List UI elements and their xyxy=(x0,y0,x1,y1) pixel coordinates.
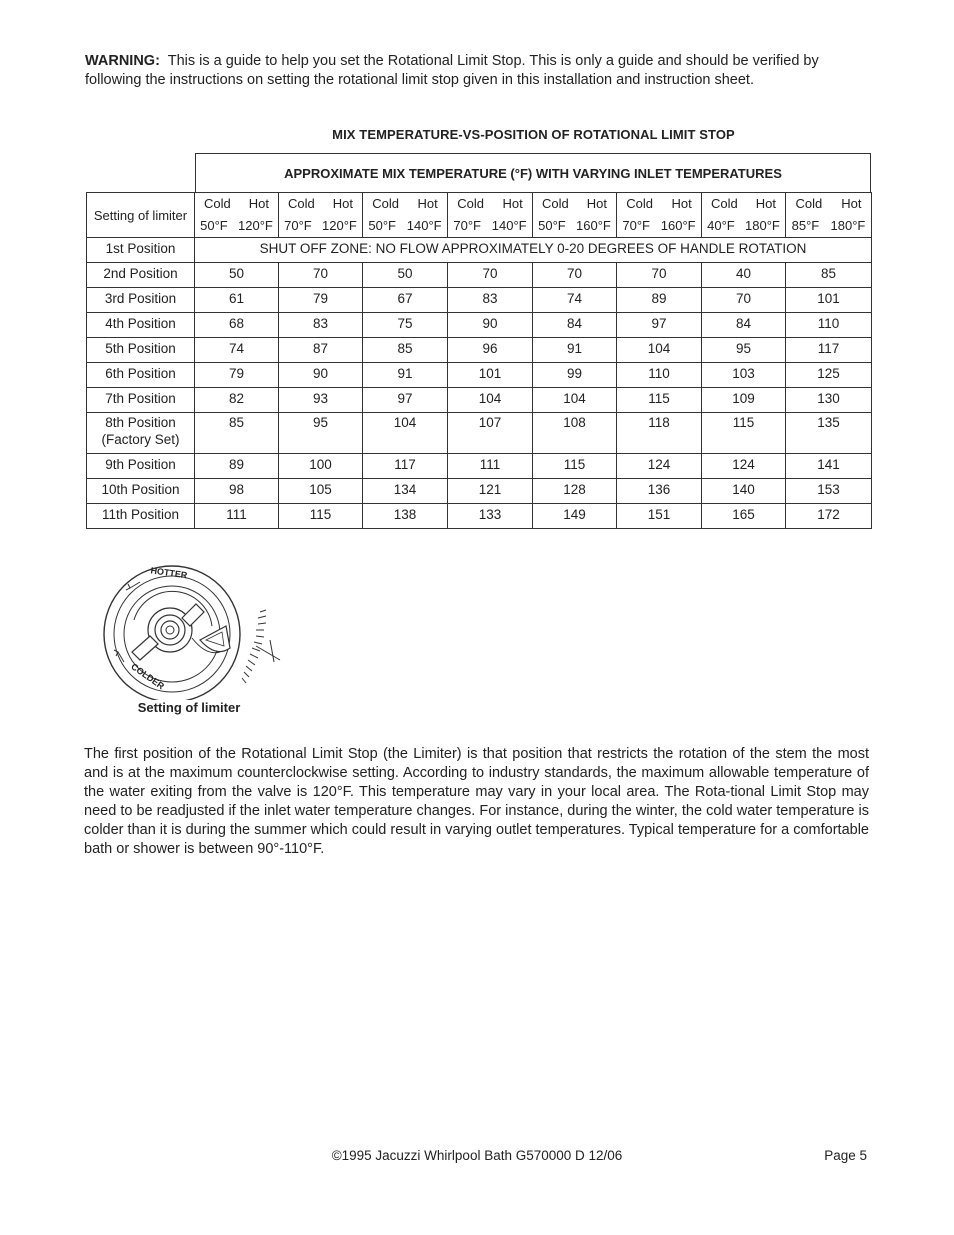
temperature-cell: 115 xyxy=(533,454,617,479)
cold-label: Cold xyxy=(542,196,569,211)
table-row xyxy=(87,238,872,263)
temperature-cell: 79 xyxy=(279,288,363,313)
temperature-cell: 109 xyxy=(702,388,786,413)
temperature-cell: 50 xyxy=(363,263,448,288)
temperature-cell: 105 xyxy=(279,479,363,504)
hot-temp: 120°F xyxy=(238,218,273,233)
temperature-cell: 104 xyxy=(363,413,448,454)
warning-label: WARNING: xyxy=(85,53,160,69)
cold-temp: 50°F xyxy=(538,218,566,233)
temperature-cell: 111 xyxy=(195,504,279,529)
footer-copyright: ©1995 Jacuzzi Whirlpool Bath G570000 D 12/06 xyxy=(331,1148,623,1163)
temperature-cell: 134 xyxy=(363,479,448,504)
hot-label: Hot xyxy=(417,196,438,211)
table-row xyxy=(87,454,872,479)
temperature-cell: 110 xyxy=(786,313,872,338)
warning-paragraph xyxy=(85,52,875,90)
hot-temp: 160°F xyxy=(576,218,611,233)
temperature-cell: 82 xyxy=(195,388,279,413)
temperature-cell: 61 xyxy=(195,288,279,313)
temperature-cell: 165 xyxy=(702,504,786,529)
hot-label: Hot xyxy=(586,196,607,211)
temperature-cell: 115 xyxy=(617,388,702,413)
temperature-cell: 100 xyxy=(279,454,363,479)
temperature-cell: 135 xyxy=(786,413,872,454)
warning-text: This is a guide to help you set the Rotational Limit Stop. This is only a guide and should be verified by following the instructions on setting the rotational limit stop given in this installation and instruction sheet. xyxy=(85,53,819,88)
hot-label: Hot xyxy=(332,196,353,211)
table-row xyxy=(87,479,872,504)
temperature-cell: 40 xyxy=(702,263,786,288)
position-label: 1st Position xyxy=(87,238,195,263)
temperature-cell: 89 xyxy=(195,454,279,479)
temperature-cell: 108 xyxy=(533,413,617,454)
position-label: 3rd Position xyxy=(87,288,195,313)
temperature-cell: 111 xyxy=(448,454,533,479)
temperature-cell: 153 xyxy=(786,479,872,504)
position-label: 10th Position xyxy=(87,479,195,504)
cold-label: Cold xyxy=(204,196,231,211)
position-label xyxy=(87,413,195,454)
colder-label: COLDER xyxy=(129,661,167,692)
position-label: 5th Position xyxy=(87,338,195,363)
cold-temp: 40°F xyxy=(707,218,735,233)
temperature-cell: 83 xyxy=(448,288,533,313)
shut-off-zone-note: SHUT OFF ZONE: NO FLOW APPROXIMATELY 0-20 DEGREES OF HANDLE ROTATION xyxy=(195,238,872,263)
cold-label: Cold xyxy=(457,196,484,211)
temperature-cell: 74 xyxy=(533,288,617,313)
cold-temp: 70°F xyxy=(622,218,650,233)
table-row xyxy=(87,338,872,363)
column-header-row xyxy=(87,193,872,238)
table-row xyxy=(87,263,872,288)
table-row xyxy=(87,363,872,388)
temperature-cell: 50 xyxy=(195,263,279,288)
position-label: 9th Position xyxy=(87,454,195,479)
cold-temp: 50°F xyxy=(200,218,228,233)
temperature-cell: 84 xyxy=(533,313,617,338)
page-number: Page 5 xyxy=(824,1148,867,1163)
hot-label: Hot xyxy=(841,196,862,211)
table-row xyxy=(87,313,872,338)
table-row xyxy=(87,288,872,313)
table-row xyxy=(87,413,872,454)
hot-temp: 120°F xyxy=(322,218,357,233)
mix-temperature-table xyxy=(86,192,872,529)
cold-label: Cold xyxy=(795,196,823,211)
hot-label: Hot xyxy=(671,196,692,211)
limiter-dial-icon xyxy=(100,560,290,700)
position-sublabel: (Factory Set) xyxy=(101,432,180,447)
temperature-cell: 104 xyxy=(448,388,533,413)
figure-caption: Setting of limiter xyxy=(137,700,241,715)
hot-temp: 180°F xyxy=(830,218,866,233)
temperature-cell: 91 xyxy=(363,363,448,388)
row-header-cell: Setting of limiter xyxy=(87,193,195,238)
temperature-cell: 85 xyxy=(786,263,872,288)
hot-label: Hot xyxy=(502,196,523,211)
temperature-cell: 117 xyxy=(786,338,872,363)
temperature-cell: 85 xyxy=(195,413,279,454)
temperature-cell: 140 xyxy=(702,479,786,504)
temperature-cell: 115 xyxy=(279,504,363,529)
temperature-cell: 98 xyxy=(195,479,279,504)
temperature-cell: 141 xyxy=(786,454,872,479)
temperature-cell: 97 xyxy=(363,388,448,413)
temperature-cell: 96 xyxy=(448,338,533,363)
temperature-cell: 67 xyxy=(363,288,448,313)
temperature-cell: 85 xyxy=(363,338,448,363)
temperature-cell: 130 xyxy=(786,388,872,413)
temperature-cell: 74 xyxy=(195,338,279,363)
temperature-cell: 172 xyxy=(786,504,872,529)
temperature-cell: 125 xyxy=(786,363,872,388)
temperature-cell: 104 xyxy=(533,388,617,413)
temperature-cell: 87 xyxy=(279,338,363,363)
inlet-column-header xyxy=(279,193,363,238)
temperature-cell: 84 xyxy=(702,313,786,338)
temperature-cell: 93 xyxy=(279,388,363,413)
temperature-cell: 90 xyxy=(448,313,533,338)
temperature-cell: 117 xyxy=(363,454,448,479)
limiter-diagram xyxy=(100,560,290,700)
position-label: 4th Position xyxy=(87,313,195,338)
temperature-cell: 90 xyxy=(279,363,363,388)
inlet-column-header xyxy=(195,193,279,238)
table-row xyxy=(87,504,872,529)
table-header: APPROXIMATE MIX TEMPERATURE (°F) WITH VARYING INLET TEMPERATURES xyxy=(195,153,871,192)
cold-label: Cold xyxy=(288,196,315,211)
inlet-column-header xyxy=(448,193,533,238)
cold-temp: 70°F xyxy=(284,218,312,233)
temperature-cell: 136 xyxy=(617,479,702,504)
temperature-cell: 70 xyxy=(617,263,702,288)
hot-temp: 140°F xyxy=(491,218,527,233)
temperature-cell: 115 xyxy=(702,413,786,454)
position-name: 8th Position xyxy=(105,415,176,430)
temperature-cell: 133 xyxy=(448,504,533,529)
position-label: 7th Position xyxy=(87,388,195,413)
inlet-column-header xyxy=(363,193,448,238)
temperature-cell: 124 xyxy=(702,454,786,479)
temperature-cell: 70 xyxy=(533,263,617,288)
temperature-cell: 124 xyxy=(617,454,702,479)
temperature-cell: 70 xyxy=(448,263,533,288)
temperature-cell: 121 xyxy=(448,479,533,504)
cold-label: Cold xyxy=(711,196,738,211)
table-title: MIX TEMPERATURE-VS-POSITION OF ROTATIONAL LIMIT STOP xyxy=(332,127,735,142)
temperature-cell: 104 xyxy=(617,338,702,363)
temperature-cell: 99 xyxy=(533,363,617,388)
temperature-cell: 70 xyxy=(279,263,363,288)
temperature-cell: 89 xyxy=(617,288,702,313)
temperature-cell: 75 xyxy=(363,313,448,338)
hot-temp: 180°F xyxy=(745,218,780,233)
temperature-cell: 128 xyxy=(533,479,617,504)
temperature-cell: 138 xyxy=(363,504,448,529)
cold-label: Cold xyxy=(372,196,399,211)
temperature-cell: 83 xyxy=(279,313,363,338)
inlet-column-header xyxy=(533,193,617,238)
position-label: 11th Position xyxy=(87,504,195,529)
table-row xyxy=(87,388,872,413)
hot-label: Hot xyxy=(248,196,269,211)
temperature-cell: 101 xyxy=(448,363,533,388)
temperature-cell: 70 xyxy=(702,288,786,313)
temperature-cell: 103 xyxy=(702,363,786,388)
temperature-cell: 91 xyxy=(533,338,617,363)
hot-label: Hot xyxy=(755,196,776,211)
temperature-cell: 68 xyxy=(195,313,279,338)
temperature-cell: 110 xyxy=(617,363,702,388)
hot-temp: 160°F xyxy=(660,218,696,233)
inlet-column-header xyxy=(702,193,786,238)
hotter-label: HOTTER xyxy=(149,565,188,581)
cold-temp: 70°F xyxy=(453,218,481,233)
cold-temp: 50°F xyxy=(368,218,396,233)
cold-label: Cold xyxy=(626,196,653,211)
position-label: 2nd Position xyxy=(87,263,195,288)
position-label: 6th Position xyxy=(87,363,195,388)
temperature-cell: 95 xyxy=(702,338,786,363)
temperature-cell: 95 xyxy=(279,413,363,454)
hot-temp: 140°F xyxy=(406,218,442,233)
cold-temp: 85°F xyxy=(791,218,820,233)
temperature-cell: 97 xyxy=(617,313,702,338)
inlet-column-header xyxy=(786,193,872,238)
temperature-cell: 79 xyxy=(195,363,279,388)
temperature-cell: 101 xyxy=(786,288,872,313)
inlet-column-header xyxy=(617,193,702,238)
temperature-cell: 149 xyxy=(533,504,617,529)
temperature-cell: 107 xyxy=(448,413,533,454)
body-paragraph: The first position of the Rotational Limit Stop (the Limiter) is that position that restricts the rotation of the stem the most and is at the maximum counterclockwise setting. According to industry standards, the maximum allowable temperature of the water exiting from the valve is 120°F. This temperature may vary in your local area. The Rota-tional Limit Stop may need to be readjusted if the inlet water temperature changes. For instance, during the winter, the cold water temperature is colder than it is during the summer which could result in varying outlet temperatures. Typical temperature for a comfortable bath or shower is between 90°-110°F. xyxy=(84,746,869,857)
temperature-cell: 151 xyxy=(617,504,702,529)
temperature-cell: 118 xyxy=(617,413,702,454)
